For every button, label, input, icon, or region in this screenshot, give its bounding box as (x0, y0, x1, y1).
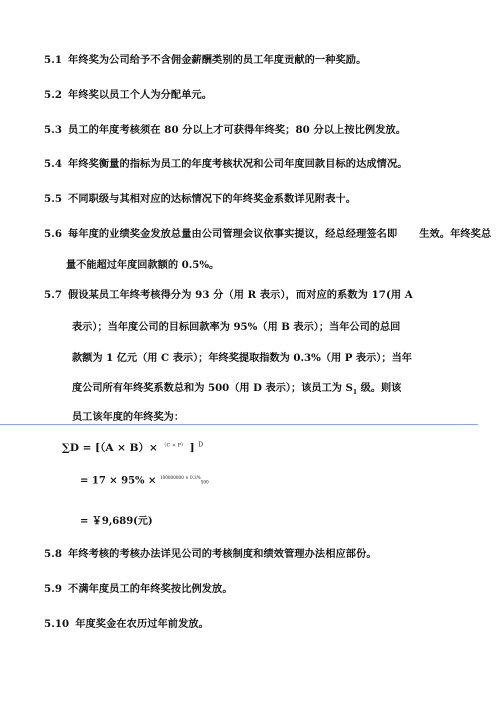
clause-text: 年终奖衡量的指标为员工的年度考核状况和公司年度回款目标的达成情况。 (68, 158, 408, 170)
clause-number: 5.8 (44, 548, 63, 560)
formula-line-2: = 17 × 95% × $^{100000000 \times 0.3\%}$500 (80, 475, 209, 487)
clause-text: 每年度的业绩奖金发放总量由公司管理会议依事实提议，经总经理签名即 (68, 228, 398, 240)
divider-line (0, 424, 478, 425)
clause-5-9 (44, 580, 233, 595)
clause-text: 假设某员工年终考核得分为 93 分（用 R 表示），而对应的系数为 17(用 A (68, 289, 413, 301)
clause-number: 5.3 (44, 124, 63, 136)
clause-text-continued: 生效。年终奖总 (419, 228, 492, 240)
clause-number: 5.9 (44, 583, 63, 595)
formula-result: = ￥9,689(元) (80, 516, 153, 527)
clause-text: 年终奖以员工个人为分配单元。 (68, 89, 213, 101)
clause-number: 5.1 (44, 54, 63, 66)
clause-5-1 (44, 51, 366, 66)
clause-5-7-line-2: 表示）；当年度公司的目标回款率为 95%（用 B 表示）；当年公司的总回 (72, 321, 401, 333)
clause-5-6-continuation: 量不能超过年度回款额的 0.5%。 (66, 259, 220, 271)
clause-number: 5.5 (44, 193, 63, 205)
clause-number: 5.2 (44, 89, 63, 101)
clause-text: 不满年度员工的年终奖按比例发放。 (68, 583, 233, 595)
clause-text: 年终奖为公司给予不含佣金薪酬类别的员工年度贡献的一种奖励。 (68, 54, 367, 66)
clause-number: 5.4 (44, 158, 63, 170)
clause-text: 年度奖金在农历过年前发放。 (75, 618, 209, 630)
clause-5-2 (44, 86, 212, 101)
clause-5-3 (44, 121, 406, 136)
clause-5-10 (44, 615, 209, 630)
clause-text: 员工的年度考核须在 80 分以上才可获得年终奖；80 分以上按比例发放。 (68, 124, 407, 136)
clause-5-7-line-4: 度公司所有年终奖系数总和为 500（用 D 表示）；该员工为 $S_1$ 级。则该 (72, 382, 402, 397)
clause-5-6 (44, 225, 491, 240)
clause-5-7-line-3: 款额为 1 亿元（用 C 表示）；年终奖提取指数为 0.3%（用 P 表示）；当年 (72, 352, 412, 364)
clause-number: 5.6 (44, 228, 63, 240)
clause-text: 年终考核的考核办法详见公司的考核制度和绩效管理办法相应部份。 (68, 548, 377, 560)
clause-5-5 (44, 190, 356, 205)
clause-5-8 (44, 545, 377, 560)
clause-5-4 (44, 155, 408, 170)
clause-5-7 (44, 286, 413, 301)
clause-number: 5.10 (44, 618, 70, 630)
clause-5-7-line-5: 员工该年度的年终奖为： (72, 411, 185, 423)
clause-number: 5.7 (44, 289, 63, 301)
formula-line-1: ∑D = [（A × B）× $^{(C \times P)}$ ] $^D$ (62, 441, 204, 454)
clause-text: 不同职级与其相对应的达标情况下的年终奖金系数详见附表十。 (68, 193, 357, 205)
